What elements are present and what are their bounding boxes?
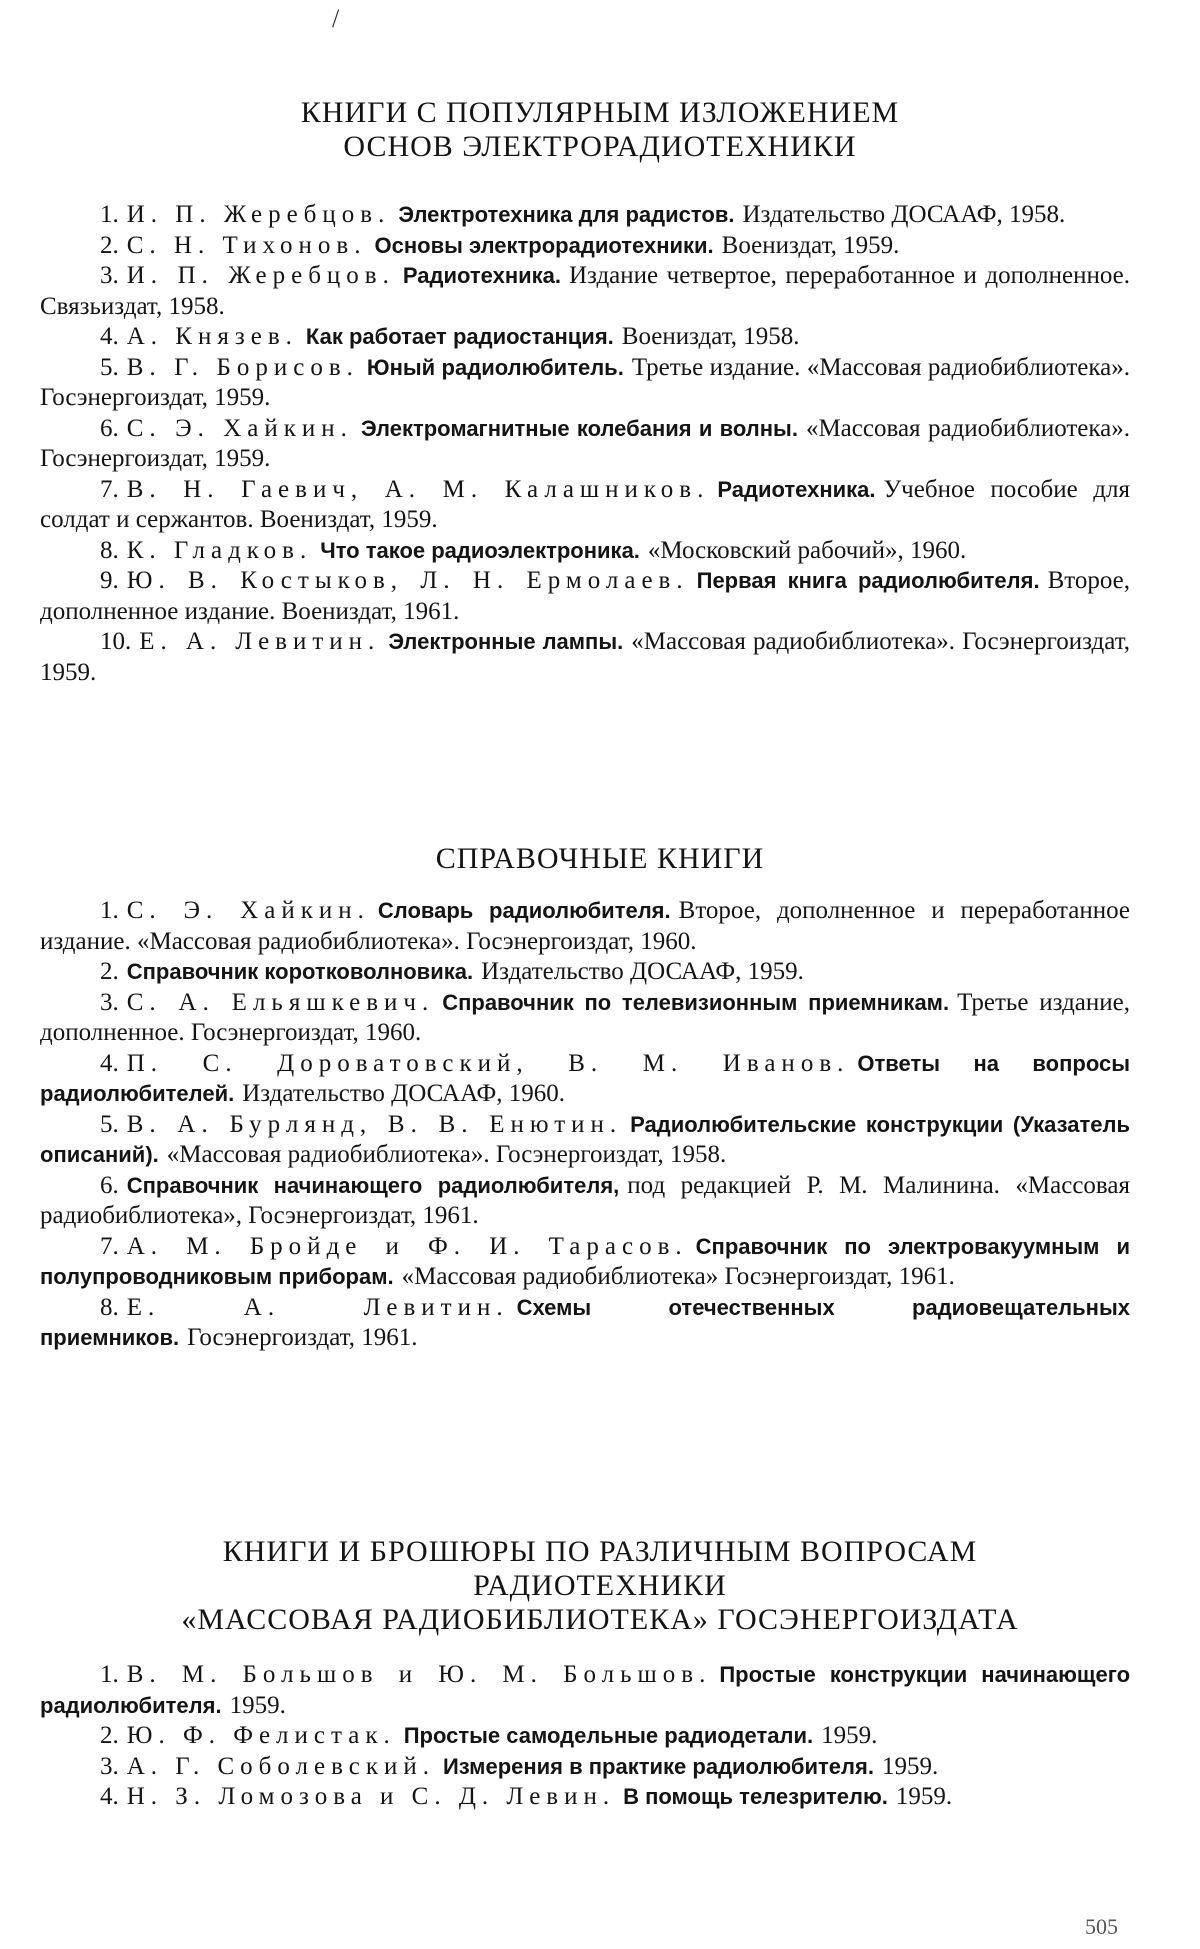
entry-title: Схемы отечественных радиовещательных приемников. (40, 1294, 1130, 1350)
entry-details: Издательство ДОСААФ, 1958. (742, 201, 1066, 228)
entry-number: 4. (100, 1783, 119, 1810)
entry-author: В. А. Бурлянд, В. В. Енютин. (126, 1110, 623, 1138)
entry-title: Как работает радиостанция. (305, 324, 614, 349)
entry-details: «Массовая радиобиблиотека». Госэнергоиздат, 1959. (40, 414, 1130, 472)
entry-details: 1959. (229, 1691, 286, 1719)
entry-details: Воениздат, 1958. (621, 323, 800, 350)
heading-line: СПРАВОЧНЫЕ КНИГИ (435, 842, 765, 875)
bibliography-entry (40, 566, 1130, 627)
bibliography-entry (40, 1232, 1130, 1293)
entry-author: А. Г. Соболевский. (126, 1752, 435, 1780)
bibliography-entry (40, 1293, 1130, 1354)
entry-number: 7. (100, 475, 119, 503)
entry-details: 1959. (821, 1722, 878, 1749)
bibliography-entry (40, 261, 1130, 322)
section-heading-popular (0, 96, 1200, 164)
entry-number: 4. (100, 1049, 119, 1077)
bibliography-entry (40, 988, 1130, 1049)
entry-number: 4. (100, 323, 119, 350)
bibliography-entry (40, 1752, 1130, 1783)
entry-title: Электромагнитные колебания и волны. (360, 415, 798, 441)
entry-number: 8. (100, 536, 119, 564)
entry-title: Радиотехника. (402, 263, 561, 288)
entry-number: 1. (100, 1661, 119, 1688)
entry-number: 2. (100, 231, 119, 259)
entry-title: Что такое радиоэлектроника. (320, 537, 640, 563)
entry-author: С. А. Ельяшкевич. (126, 988, 435, 1016)
section-heading-reference (0, 842, 1200, 876)
entry-title: Электротехника для радистов. (398, 202, 735, 227)
entry-title: Измерения в практике радиолюбителя. (442, 1753, 874, 1779)
bibliography-entry (40, 414, 1130, 475)
bibliography-entry (40, 231, 1130, 262)
bibliography-entry (40, 536, 1130, 567)
entry-number: 1. (100, 201, 119, 228)
entry-details: Третье издание, дополненное. Госэнергоиздат, 1960. (40, 988, 1130, 1046)
entry-details: «Московский рабочий», 1960. (647, 536, 967, 564)
entry-details: Второе, дополненное издание. Воениздат, 1961. (40, 567, 1130, 625)
entry-author: А. Князев. (126, 323, 298, 350)
bibliography-entry (40, 1110, 1130, 1171)
entry-title: В помощь телезрителю. (623, 1784, 888, 1809)
entry-number: 7. (100, 1232, 119, 1260)
entry-title: Ответы на вопросы радиолюбителей. (40, 1050, 1131, 1106)
page-number: 505 (1085, 1914, 1118, 1939)
entry-author: С. Э. Хайкин. (126, 414, 353, 442)
entry-details: Третье издание. «Массовая радиобиблиотека». Госэнергоиздат, 1959. (40, 353, 1130, 411)
entry-number: 6. (100, 1171, 119, 1199)
bibliography-entry (40, 475, 1130, 536)
heading-line: КНИГИ И БРОШЮРЫ ПО РАЗЛИЧНЫМ ВОПРОСАМ (222, 1535, 978, 1568)
entry-author: С. Э. Хайкин. (126, 897, 370, 924)
entry-details: 1959. (881, 1752, 939, 1780)
entry-number: 9. (100, 567, 119, 594)
section-list-mass-library (40, 1660, 1130, 1813)
entry-author: Н. З. Ломозова и С. Д. Левин. (126, 1783, 616, 1810)
entry-title: Справочник коротковолновика. (126, 959, 474, 984)
entry-author: П. С. Дороватовский, В. М. Иванов. (126, 1049, 850, 1077)
heading-line: ОСНОВ ЭЛЕКТРОРАДИОТЕХНИКИ (343, 130, 857, 163)
bibliography-entry (40, 322, 1130, 353)
entry-title: Радиолюбительские конструкции (Указатель описаний). (40, 1111, 1130, 1167)
entry-number: 2. (100, 1722, 119, 1749)
entry-details: «Массовая радиобиблиотека» Госэнергоиздат, 1961. (401, 1263, 955, 1290)
entry-details: Учебное пособие для солдат и сержантов. Воениздат, 1959. (40, 475, 1130, 533)
entry-author: А. М. Бройде и Ф. И. Тарасов. (126, 1232, 688, 1260)
bibliography-entry (40, 1660, 1130, 1721)
entry-title: Справочник начинающего радиолюбителя, (126, 1172, 620, 1198)
entry-title: Справочник по электровакуумным и полупроводниковым приборам. (40, 1233, 1130, 1289)
bibliography-entry (40, 353, 1130, 414)
entry-title: Простые конструкции начинающего радиолюбителя. (40, 1662, 1131, 1718)
bibliography-entry (40, 1171, 1130, 1232)
entry-number: 3. (100, 1752, 119, 1780)
entry-title: Основы электрорадиотехники. (374, 232, 714, 258)
section-heading-mass-library (0, 1535, 1200, 1637)
entry-number: 5. (100, 1110, 119, 1138)
entry-title: Словарь радиолюбителя. (377, 898, 671, 923)
entry-number: 3. (100, 988, 119, 1016)
entry-author: С. Н. Тихонов. (126, 231, 367, 259)
heading-line: КНИГИ С ПОПУЛЯРНЫМ ИЗЛОЖЕНИЕМ (300, 96, 900, 129)
entry-author: Е. А. Левитин. (126, 1293, 509, 1321)
entry-details: Издательство ДОСААФ, 1959. (481, 958, 804, 985)
bibliography-entry (40, 896, 1130, 957)
entry-author: И. П. Жеребцов. (126, 201, 391, 228)
entry-details: под редакцией Р. М. Малинина. «Массовая радиобиблиотека», Госэнергоиздат, 1961. (40, 1171, 1130, 1229)
entry-title: Электронные лампы. (388, 629, 624, 654)
top-margin-mark: / (332, 4, 340, 33)
heading-line: «МАССОВАЯ РАДИОБИБЛИОТЕКА» ГОСЭНЕРГОИЗДАТА (181, 1603, 1019, 1636)
bibliography-entry (40, 1782, 1130, 1813)
entry-author: И. П. Жеребцов. (126, 262, 395, 289)
entry-author: К. Гладков. (126, 536, 313, 564)
bibliography-entry (40, 200, 1130, 231)
entry-title: Первая книга радиолюбителя. (696, 568, 1040, 593)
entry-author: Е. А. Левитин. (139, 628, 381, 655)
entry-author: В. М. Большов и Ю. М. Большов. (126, 1661, 712, 1688)
entry-details: Госэнергоиздат, 1961. (187, 1324, 418, 1351)
entry-details: «Массовая радиобиблиотека». Госэнергоиздат, 1958. (166, 1141, 727, 1168)
bibliography-entry (40, 1721, 1130, 1752)
entry-title: Юный радиолюбитель. (366, 354, 624, 380)
entry-details: Издательство ДОСААФ, 1960. (242, 1080, 566, 1107)
entry-title: Радиотехника. (717, 476, 876, 502)
section-list-popular (40, 200, 1130, 688)
entry-title: Справочник по телевизионным приемникам. (442, 989, 950, 1015)
heading-line: РАДИОТЕХНИКИ (473, 1569, 727, 1602)
bibliography-entry (40, 957, 1130, 988)
bibliography-entry (40, 627, 1130, 688)
entry-number: 1. (100, 897, 119, 924)
entry-details: Издание четвертое, переработанное и дополненное. Связьиздат, 1958. (40, 262, 1130, 320)
entry-details: Второе, дополненное и переработанное издание. «Массовая радиобиблиотека». Госэнергоиздат, 1960. (40, 897, 1130, 955)
entry-number: 10. (100, 628, 132, 655)
entry-number: 2. (100, 958, 119, 985)
entry-author: Ю. Ф. Фелистак. (126, 1722, 396, 1749)
entry-number: 5. (100, 353, 119, 381)
section-list-reference (40, 896, 1130, 1354)
entry-number: 3. (100, 262, 119, 289)
entry-details: Воениздат, 1959. (721, 231, 900, 259)
bibliography-entry (40, 1049, 1130, 1110)
entry-author: Ю. В. Костыков, Л. Н. Ермолаев. (126, 567, 689, 594)
entry-author: В. Н. Гаевич, А. М. Калашников. (126, 475, 710, 503)
entry-author: В. Г. Борисов. (126, 353, 359, 381)
entry-details: 1959. (895, 1783, 953, 1810)
entry-title: Простые самодельные радиодетали. (403, 1723, 814, 1748)
entry-number: 6. (100, 414, 119, 442)
entry-number: 8. (100, 1293, 119, 1321)
entry-details: «Массовая радиобиблиотека». Госэнергоиздат, 1959. (40, 628, 1130, 686)
